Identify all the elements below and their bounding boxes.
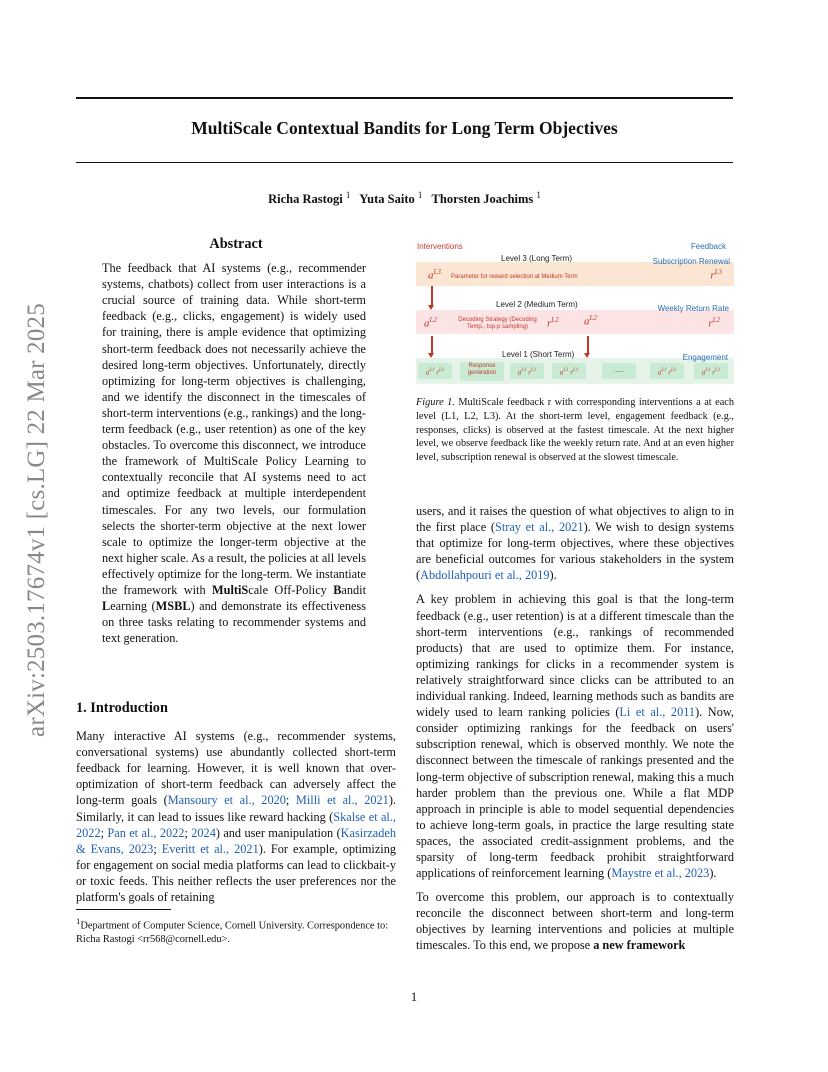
paragraph-text: ; [100, 825, 108, 840]
citation-link[interactable]: Kasirzadeh & Evans, 2023 [76, 825, 396, 856]
arrow-l2-l1 [431, 336, 433, 354]
right-paragraph-2 [416, 591, 734, 881]
paper-title: MultiScale Contextual Bandits for Long Term Objectives [191, 118, 618, 138]
abstract-heading: Abstract [209, 236, 263, 252]
paragraph-text: ). [709, 866, 717, 881]
paragraph-text: ; [153, 841, 162, 856]
arrow-l3-l2 [431, 286, 433, 306]
arxiv-id: arXiv:2503.17674v1 [cs.LG] 22 Mar 2025 [23, 303, 50, 737]
author-list [76, 190, 733, 207]
msbl-text: cale Off-Policy [248, 582, 334, 597]
paragraph-text: ). For example, optimizing for engagement on social media platforms can lead to clickbait-y or toxic feeds. This neither reflects the user preferences nor the platform's goals of retaining [76, 841, 397, 905]
intervention-a-l2b: $a^{L2}$ [584, 314, 597, 328]
paragraph-text: To overcome this problem, our approach is to contextually reconcile the disconnect between short-term and long-term objectives by learning interventions and policies at multiple timescales. To this end, we propose [416, 890, 734, 953]
top-rule [76, 97, 733, 99]
abstract-text: The feedback that AI systems (e.g., recommender systems, chatbots) collect from user interactions is a crucial source of training data. While short-term feedback (e.g., clicks, engagement) is widely used for training, there is ample evidence that optimizing short-term feedback does not necessarily achieve the desired long-term objectives. Unfortunately, directly optimizing for long-term objectives is challenging, and we identify the disconnect in the timescales of short-term interventions (e.g., rankings) and the long-term feedback (e.g., user retention) as one of the key obstacles. To overcome this disconnect, we introduce the framework of MultiScale Policy Learning to contextually reconcile that AI systems need to act and optimize feedback at multiple interdependent timescales. For any two levels, our formulation selects the shorter-term objective at the next lower scale to optimize the longer-term objective at the next higher scale. As a result, the policies at all levels effectively optimize for the long-term. We instantiate the framework with [102, 261, 366, 597]
paragraph-text: Many interactive AI systems (e.g., recommender systems, conversational systems) use abundantly collected short-term feedback for learning. However, it is well known that over-optimization of short-term feedback can adversely affect the long-term goals ( [76, 729, 396, 808]
citation-link[interactable]: 2024 [191, 825, 216, 840]
intervention-a-l3: $a^{L3}$ [428, 268, 441, 282]
citation-link[interactable]: Pan et al., 2022 [107, 825, 185, 840]
l3-param-text: Parameter for reward selection at Medium Term [451, 274, 578, 280]
citation-link[interactable]: Maystre et al., 2023 [611, 866, 710, 881]
l2-decoding-text: Decoding Strategy (Decoding Temp., top-p sampling) [458, 317, 537, 330]
level3-label: Level 3 (Long Term) [501, 254, 572, 263]
feedback-r-l2a: $r^{L2}$ [547, 316, 559, 330]
left-column [76, 236, 396, 646]
figure-caption [416, 396, 734, 465]
arxiv-watermark [22, 285, 52, 755]
paragraph-text: ). [549, 568, 557, 583]
engagement-label: Engagement [682, 353, 728, 362]
msbl-text: andit [341, 582, 366, 597]
author-name: Thorsten Joachims [431, 192, 534, 207]
l1-box: $a^{L1}$ $r^{L1}$ [510, 363, 544, 379]
interventions-label: Interventions [417, 242, 463, 251]
msbl-bold: L [102, 599, 111, 614]
paragraph-text: ). Now, consider optimizing rankings for the feedback on users' subscription renewal, which is observed monthly. We note the disconnect between the timescale of rankings presented and the long-term objective of subscription renewal, making this a much harder problem than the previous one. While a flat MDP approach in principle is able to model sequential dependencies to achieve long-term goals, in practice the large resulting state spaces, the associated credit-assignment problems, and the sparsity of long-term feedback prohibit straightforward applications of reinforcement learning ( [416, 705, 734, 881]
caption-text: MultiScale feedback r with corresponding interventions a at each level (L1, L2, L3). At the short-term level, engagement feedback (e.g., responses, clicks) is observed at the fastest timescale. At the next higher level, we observe feedback like the weekly return rate. And at an even higher level, subscription renewal is observed at the slowest timescale. [416, 397, 734, 464]
bold-phrase: a new framework [593, 938, 686, 953]
citation-link[interactable]: Everitt et al., 2021 [161, 841, 259, 856]
citation-link[interactable]: Abdollahpouri et al., 2019 [420, 568, 550, 583]
caption-label: Figure 1. [416, 397, 455, 408]
paragraph-text: users, and it raises the question of what objectives to align to in the first place ( [416, 504, 734, 535]
ellipsis-box: ...... [602, 363, 636, 379]
citation-link[interactable]: Milli et al., 2021 [295, 793, 389, 808]
paragraph-text: ; [285, 793, 296, 808]
response-gen-box: Response generation [460, 362, 504, 381]
level2-label: Level 2 (Medium Term) [496, 300, 578, 309]
affiliation-mark: 1 [536, 190, 541, 200]
msbl-acronym: MSBL [155, 599, 191, 614]
msbl-text: earning ( [110, 599, 156, 614]
footnote-mark: 1 [76, 916, 81, 926]
abstract-text: ) and demonstrate its effectiveness on three tasks relating to recommender systems and text generation. [102, 599, 367, 646]
l1-box: $a^{L1}$ $r^{L1}$ [552, 363, 586, 379]
intro-paragraph [76, 728, 396, 905]
l1-box: $a^{L1}$ $r^{L1}$ [418, 363, 452, 379]
footnote [76, 915, 396, 946]
feedback-r-l3: $r^{L3}$ [710, 268, 722, 282]
affiliation-mark: 1 [417, 190, 423, 200]
paragraph-text: ; [184, 825, 192, 840]
msbl-bold: Multi [212, 582, 242, 597]
citation-link[interactable]: Skalse et al., 2022 [76, 809, 396, 840]
affiliation-mark: 1 [345, 190, 351, 200]
figure-1 [416, 238, 734, 386]
footnote-text: Department of Computer Science, Cornell University. Correspondence to: Richa Rastogi <rr568@cornell.edu>. [76, 920, 389, 945]
right-column [416, 503, 734, 962]
l1-box: $a^{L1}$ $r^{L1}$ [650, 363, 684, 379]
intro-section [76, 700, 396, 913]
arrow-l2-l1b [587, 336, 589, 354]
title-rule [76, 162, 733, 163]
paragraph-text: ). Similarly, it can lead to issues like reward hacking ( [76, 793, 396, 824]
feedback-r-l2: $r^{L2}$ [708, 316, 720, 330]
citation-link[interactable]: Stray et al., 2021 [495, 520, 584, 535]
weekly-label: Weekly Return Rate [657, 304, 729, 313]
page-number: 1 [410, 990, 418, 1004]
l1-box: $a^{L1}$ $r^{L1}$ [694, 363, 728, 379]
paragraph-text: ) and user manipulation ( [215, 825, 341, 840]
author-name: Richa Rastogi [268, 192, 343, 207]
msbl-bold: S [241, 582, 249, 597]
footnote-rule [76, 909, 171, 910]
intervention-a-l2: $a^{L2}$ [424, 316, 437, 330]
subscription-label: Subscription Renewal [652, 257, 730, 266]
paragraph-text: ). We wish to design systems that optimize for long-term objectives, where these objectives are beneficial outcomes for various stakeholders in the system ( [416, 520, 734, 583]
citation-link[interactable]: Li et al., 2011 [619, 705, 696, 720]
right-paragraph-1 [416, 503, 734, 583]
msbl-bold: B [333, 582, 342, 597]
paragraph-text: A key problem in achieving this goal is that the long-term feedback (e.g., user retention) is at a different timescale than the short-term interventions (e.g., rankings of recommended products) that are used to optimize them. For instance, optimizing rankings for clicks in a recommender system is relatively straightforward since clicks can be attributed to an individual ranking. Indeed, learning methods such as bandits are widely used to learn ranking policies ( [416, 592, 734, 720]
section-heading: 1. Introduction [76, 700, 168, 716]
level1-label: Level 1 (Short Term) [502, 350, 575, 359]
right-paragraph-3 [416, 889, 734, 953]
author-name: Yuta Saito [359, 192, 415, 207]
abstract-body [102, 260, 366, 646]
feedback-label: Feedback [690, 242, 726, 251]
citation-link[interactable]: Mansoury et al., 2020 [167, 793, 286, 808]
